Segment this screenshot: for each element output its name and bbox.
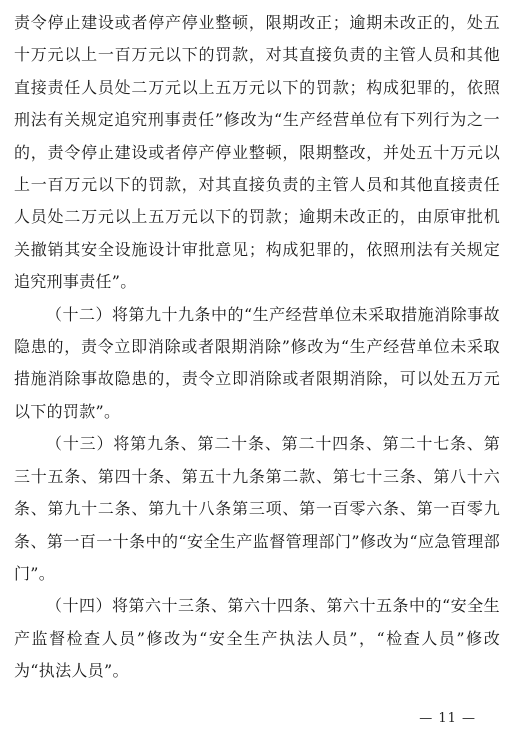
paragraph-item-14: （十四）将第六十三条、第六十四条、第六十五条中的“安全生产监督检查人员”修改为“安全生产执法人员”，“检查人员”修改为“执法人员”。 bbox=[14, 596, 500, 681]
page-number: — 11 — bbox=[419, 711, 476, 726]
document-body bbox=[14, 7, 500, 688]
paragraph-item-12: （十二）将第九十九条中的“生产经营单位未采取措施消除事故隐患的，责令立即消除或者限期消除”修改为“生产经营单位未采取措施消除事故隐患的，责令立即消除或者限期消除，可以处五万元以下的罚款”。 bbox=[14, 304, 500, 421]
paragraph-continuation: 责令停止建设或者停产停业整顿，限期改正；逾期未改正的，处五十万元以上一百万元以下的罚款，对其直接负责的主管人员和其他直接责任人员处二万元以上五万元以下的罚款；构成犯罪的，依照刑法有关规定追究刑事责任”修改为“生产经营单位有下列行为之一的，责令停止建设或者停产停业整顿，限期整改，并处五十万元以上一百万元以下的罚款，对其直接负责的主管人员和其他直接责任人员处二万元以上五万元以下的罚款；逾期未改正的，由原审批机关撤销其安全设施设计审批意见；构成犯罪的，依照刑法有关规定追究刑事责任”。 bbox=[14, 13, 500, 292]
paragraph-item-13: （十三）将第九条、第二十条、第二十四条、第二十七条、第三十五条、第四十条、第五十九条第二款、第七十三条、第八十六条、第九十二条、第九十八条第三项、第一百零六条、第一百零九条、第一百一十条中的“安全生产监督管理部门”修改为“应急管理部门”。 bbox=[14, 434, 500, 583]
